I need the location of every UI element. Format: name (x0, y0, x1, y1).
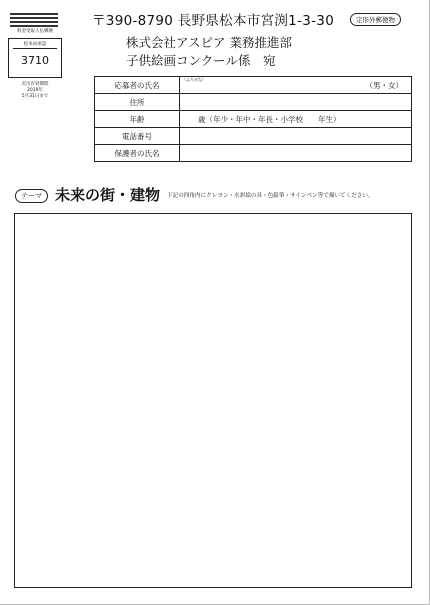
recipient-division: 子供絵画コンクール係 宛 (126, 53, 276, 68)
form-label: 応募者の氏名 (95, 77, 180, 94)
theme-pill: テーマ (15, 189, 48, 203)
age-options: 歳（年少・年中・年長・小学校 年生） (198, 115, 341, 124)
postage-stamp-box (8, 38, 62, 78)
validity-note-line: 5月31日まで (21, 94, 49, 100)
form-label: 住所 (95, 94, 180, 111)
furigana-label: （ふりがな） (182, 77, 206, 82)
mail-type-badge: 定形外郵便物 (350, 13, 401, 26)
theme-title: 未来の街・建物 (55, 186, 161, 204)
name-field[interactable] (180, 77, 412, 94)
validity-note-line: 差出有効期間 (21, 82, 49, 87)
age-field[interactable] (180, 111, 412, 128)
entry-form-table (94, 76, 412, 162)
form-row-guardian (95, 145, 412, 162)
postage-bars (10, 13, 58, 29)
approval-number: 3710 (21, 54, 49, 67)
phone-field[interactable] (180, 128, 412, 145)
address-field[interactable] (180, 94, 412, 111)
form-label: 年齢 (95, 111, 180, 128)
form-label: 保護者の氏名 (95, 145, 180, 162)
drawing-instruction: 下記の四角内にクレヨン・水彩絵の具・色鉛筆・サインペン等で描いてください。 (167, 193, 374, 199)
guardian-name-field[interactable] (180, 145, 412, 162)
drawing-area[interactable] (14, 213, 412, 588)
form-row-age (95, 111, 412, 128)
validity-note-line: 2019年 (27, 88, 43, 94)
approval-office-label: 松本局承認 (13, 41, 57, 49)
validity-note (6, 82, 64, 100)
postal-address: 〒390-8790 長野県松本市宮渕1-3-30 (92, 13, 335, 29)
recipient-company: 株式会社アスピア 業務推進部 (126, 35, 292, 50)
form-row-name (95, 77, 412, 94)
form-row-address (95, 94, 412, 111)
form-label: 電話番号 (95, 128, 180, 145)
form-row-phone (95, 128, 412, 145)
postage-label: 料金受取人払郵便 (17, 29, 53, 34)
gender-choice[interactable]: （男・女） (365, 81, 403, 90)
